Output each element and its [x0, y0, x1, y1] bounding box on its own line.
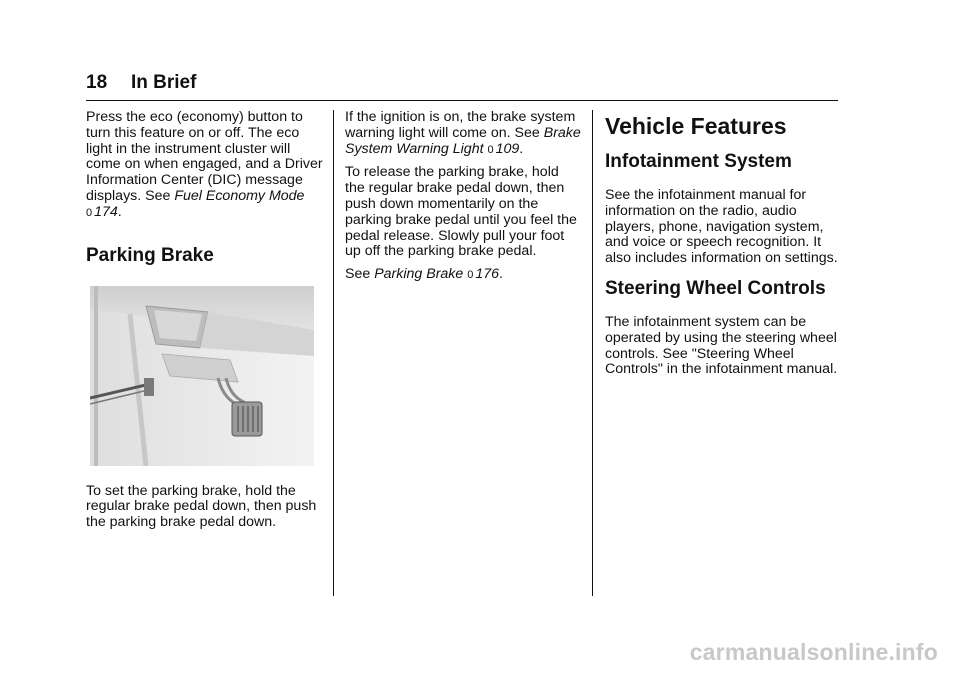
paragraph: The infotainment system can be operated by using the steering wheel controls. See "Steering Wheel Controls" in the infotainment manual.	[605, 313, 838, 378]
paragraph-text: See	[345, 266, 375, 283]
section-heading: Steering Wheel Controls	[605, 277, 826, 299]
page-ref-icon: 0	[86, 206, 93, 219]
paragraph	[86, 110, 324, 222]
page-header	[86, 70, 838, 101]
xref-link[interactable]: Fuel Economy Mode	[174, 187, 305, 204]
section-heading: Parking Brake	[86, 244, 214, 266]
page-ref-icon: 0	[467, 269, 474, 282]
section-title: In Brief	[131, 72, 197, 93]
paragraph	[345, 267, 581, 284]
column-1	[86, 110, 324, 538]
paragraph-text: Press the eco (economy) button to turn this feature on or off. The eco light in the instrument cluster will come on when engaged, and a Driver Information Center (DIC) message displays. See	[86, 109, 323, 204]
xref-page[interactable]: 174	[94, 203, 118, 220]
chapter-heading: Vehicle Features	[605, 113, 787, 139]
punctuation: .	[519, 140, 524, 157]
paragraph: See the infotainment manual for information on the radio, audio players, phone, navigation system, and voice or speech recognition. It also includes information on settings.	[605, 187, 838, 267]
punctuation: .	[499, 266, 503, 283]
column-divider	[592, 110, 593, 596]
xref-page[interactable]: 109	[495, 140, 520, 157]
xref-link[interactable]: Parking Brake	[374, 266, 464, 283]
paragraph	[345, 110, 581, 158]
xref-link[interactable]: Brake System Warning Light	[345, 124, 581, 157]
section-heading: Infotainment System	[605, 151, 792, 172]
xref-page[interactable]: 176	[475, 266, 500, 283]
page-number: 18	[86, 72, 108, 93]
column-2	[345, 110, 581, 291]
paragraph-text: If the ignition is on, the brake system warning light will come on. See	[345, 109, 576, 141]
column-divider	[333, 110, 334, 596]
paragraph: To release the parking brake, hold the regular brake pedal down, then push down momentarily on the parking brake pedal until you feel the pedal release. Slowly pull your foot up off the parking brake pedal.	[345, 164, 577, 260]
paragraph: To set the parking brake, hold the regular brake pedal down, then push the parking brake pedal down.	[86, 482, 317, 531]
punctuation: .	[117, 203, 122, 220]
site-watermark: carmanualsonline.info	[689, 639, 938, 665]
parking-brake-illustration	[90, 286, 314, 466]
column-3	[605, 110, 841, 385]
page-ref-icon: 0	[487, 143, 494, 156]
